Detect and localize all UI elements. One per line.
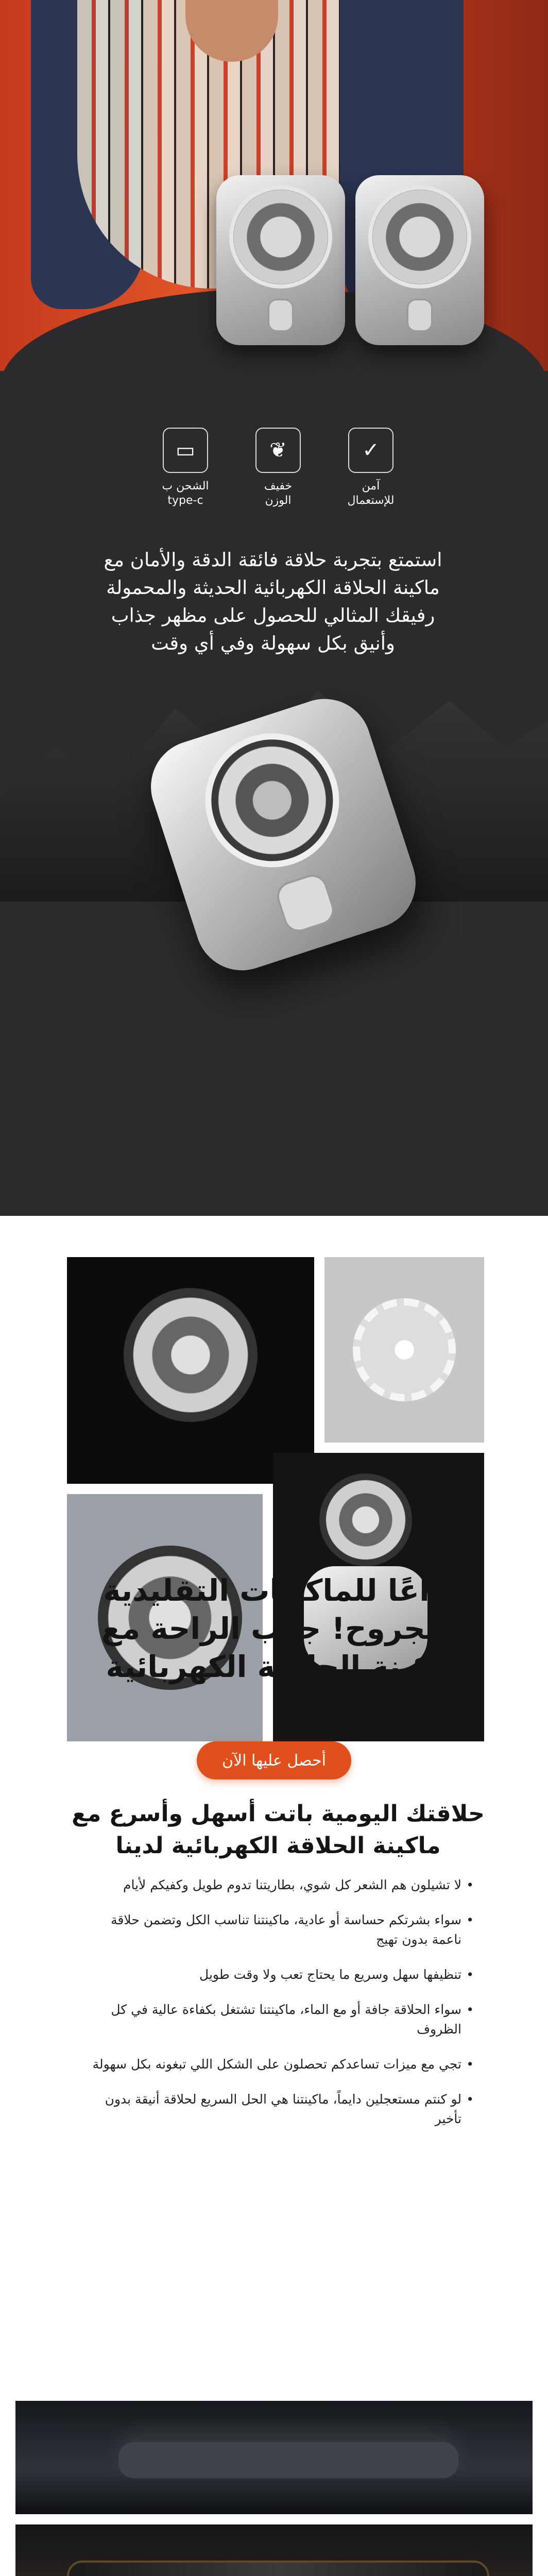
list-item: • تنظيفها سهل وسريع ما يحتاج تعب ولا وقت طويل bbox=[82, 1965, 474, 1985]
order-now-button[interactable]: أحصل عليها الآن bbox=[197, 1741, 351, 1780]
list-item: • تجي مع ميزات تساعدكم تحصلون على الشكل اللي تبغونه بكل سهولة bbox=[82, 2055, 474, 2074]
hero-intro-text: استمتع بتجربة حلاقة فائقة الدقة والأمان مع ماكينة الحلاقة الكهربائية الحديثة والمحمولة رفيقك المثالي للحصول على مظهر جذاب وأنيق بكل سهولة وفي أي وقت bbox=[104, 549, 442, 654]
car-interior-photo bbox=[15, 2401, 533, 2514]
bag-photo bbox=[15, 2524, 533, 2576]
shaver-image-left bbox=[216, 175, 345, 345]
list-item: • سواء بشرتكم حساسة أو عادية، ماكينتنا تناسب الكل وتضمن حلاقة ناعمة بدون تهيج bbox=[82, 1910, 474, 1950]
feather-icon: ❦ bbox=[255, 428, 301, 473]
collage-image-2 bbox=[324, 1257, 484, 1443]
list-item: • سواء الحلاقة جافة أو مع الماء، ماكينتنا تشتغل بكفاءة عالية في كل الظروف bbox=[82, 2000, 474, 2039]
list-item: • لو كنتم مستعجلين دايماً، ماكينتنا هي الحل السريع لحلاقة أنيقة بدون تأخير bbox=[82, 2090, 474, 2129]
product-collage bbox=[0, 1257, 548, 1814]
benefits-section bbox=[0, 1793, 548, 2401]
hero-section bbox=[0, 0, 548, 1216]
shaver-image-right bbox=[355, 175, 484, 345]
feature-icons bbox=[155, 428, 402, 508]
benefits-list bbox=[82, 1875, 474, 2144]
benefits-title: حلاقتك اليومية باتت أسهل وأسرع مع ماكينة الحلاقة الكهربائية لدينا bbox=[72, 1801, 485, 1859]
feature-charging: ▭ الشحن ب type-c bbox=[155, 428, 216, 508]
collage-image-1 bbox=[67, 1257, 314, 1484]
list-item: • لا تشيلون هم الشعر كل شوي، بطاريتنا تدوم طويل وكفيكم لأيام bbox=[82, 1875, 474, 1895]
main-headline: وداعًا للماكينات التقليدية والجروح! جرب الراحة مع ماكينة الحلاقة الكهربائية bbox=[101, 1573, 466, 1684]
battery-icon: ▭ bbox=[163, 428, 208, 473]
shield-check-icon: ✓ bbox=[348, 428, 393, 473]
feature-light: ❦ خفيف الوزن bbox=[247, 428, 309, 508]
feature-safe: ✓ آمن للإستعمال bbox=[340, 428, 402, 508]
